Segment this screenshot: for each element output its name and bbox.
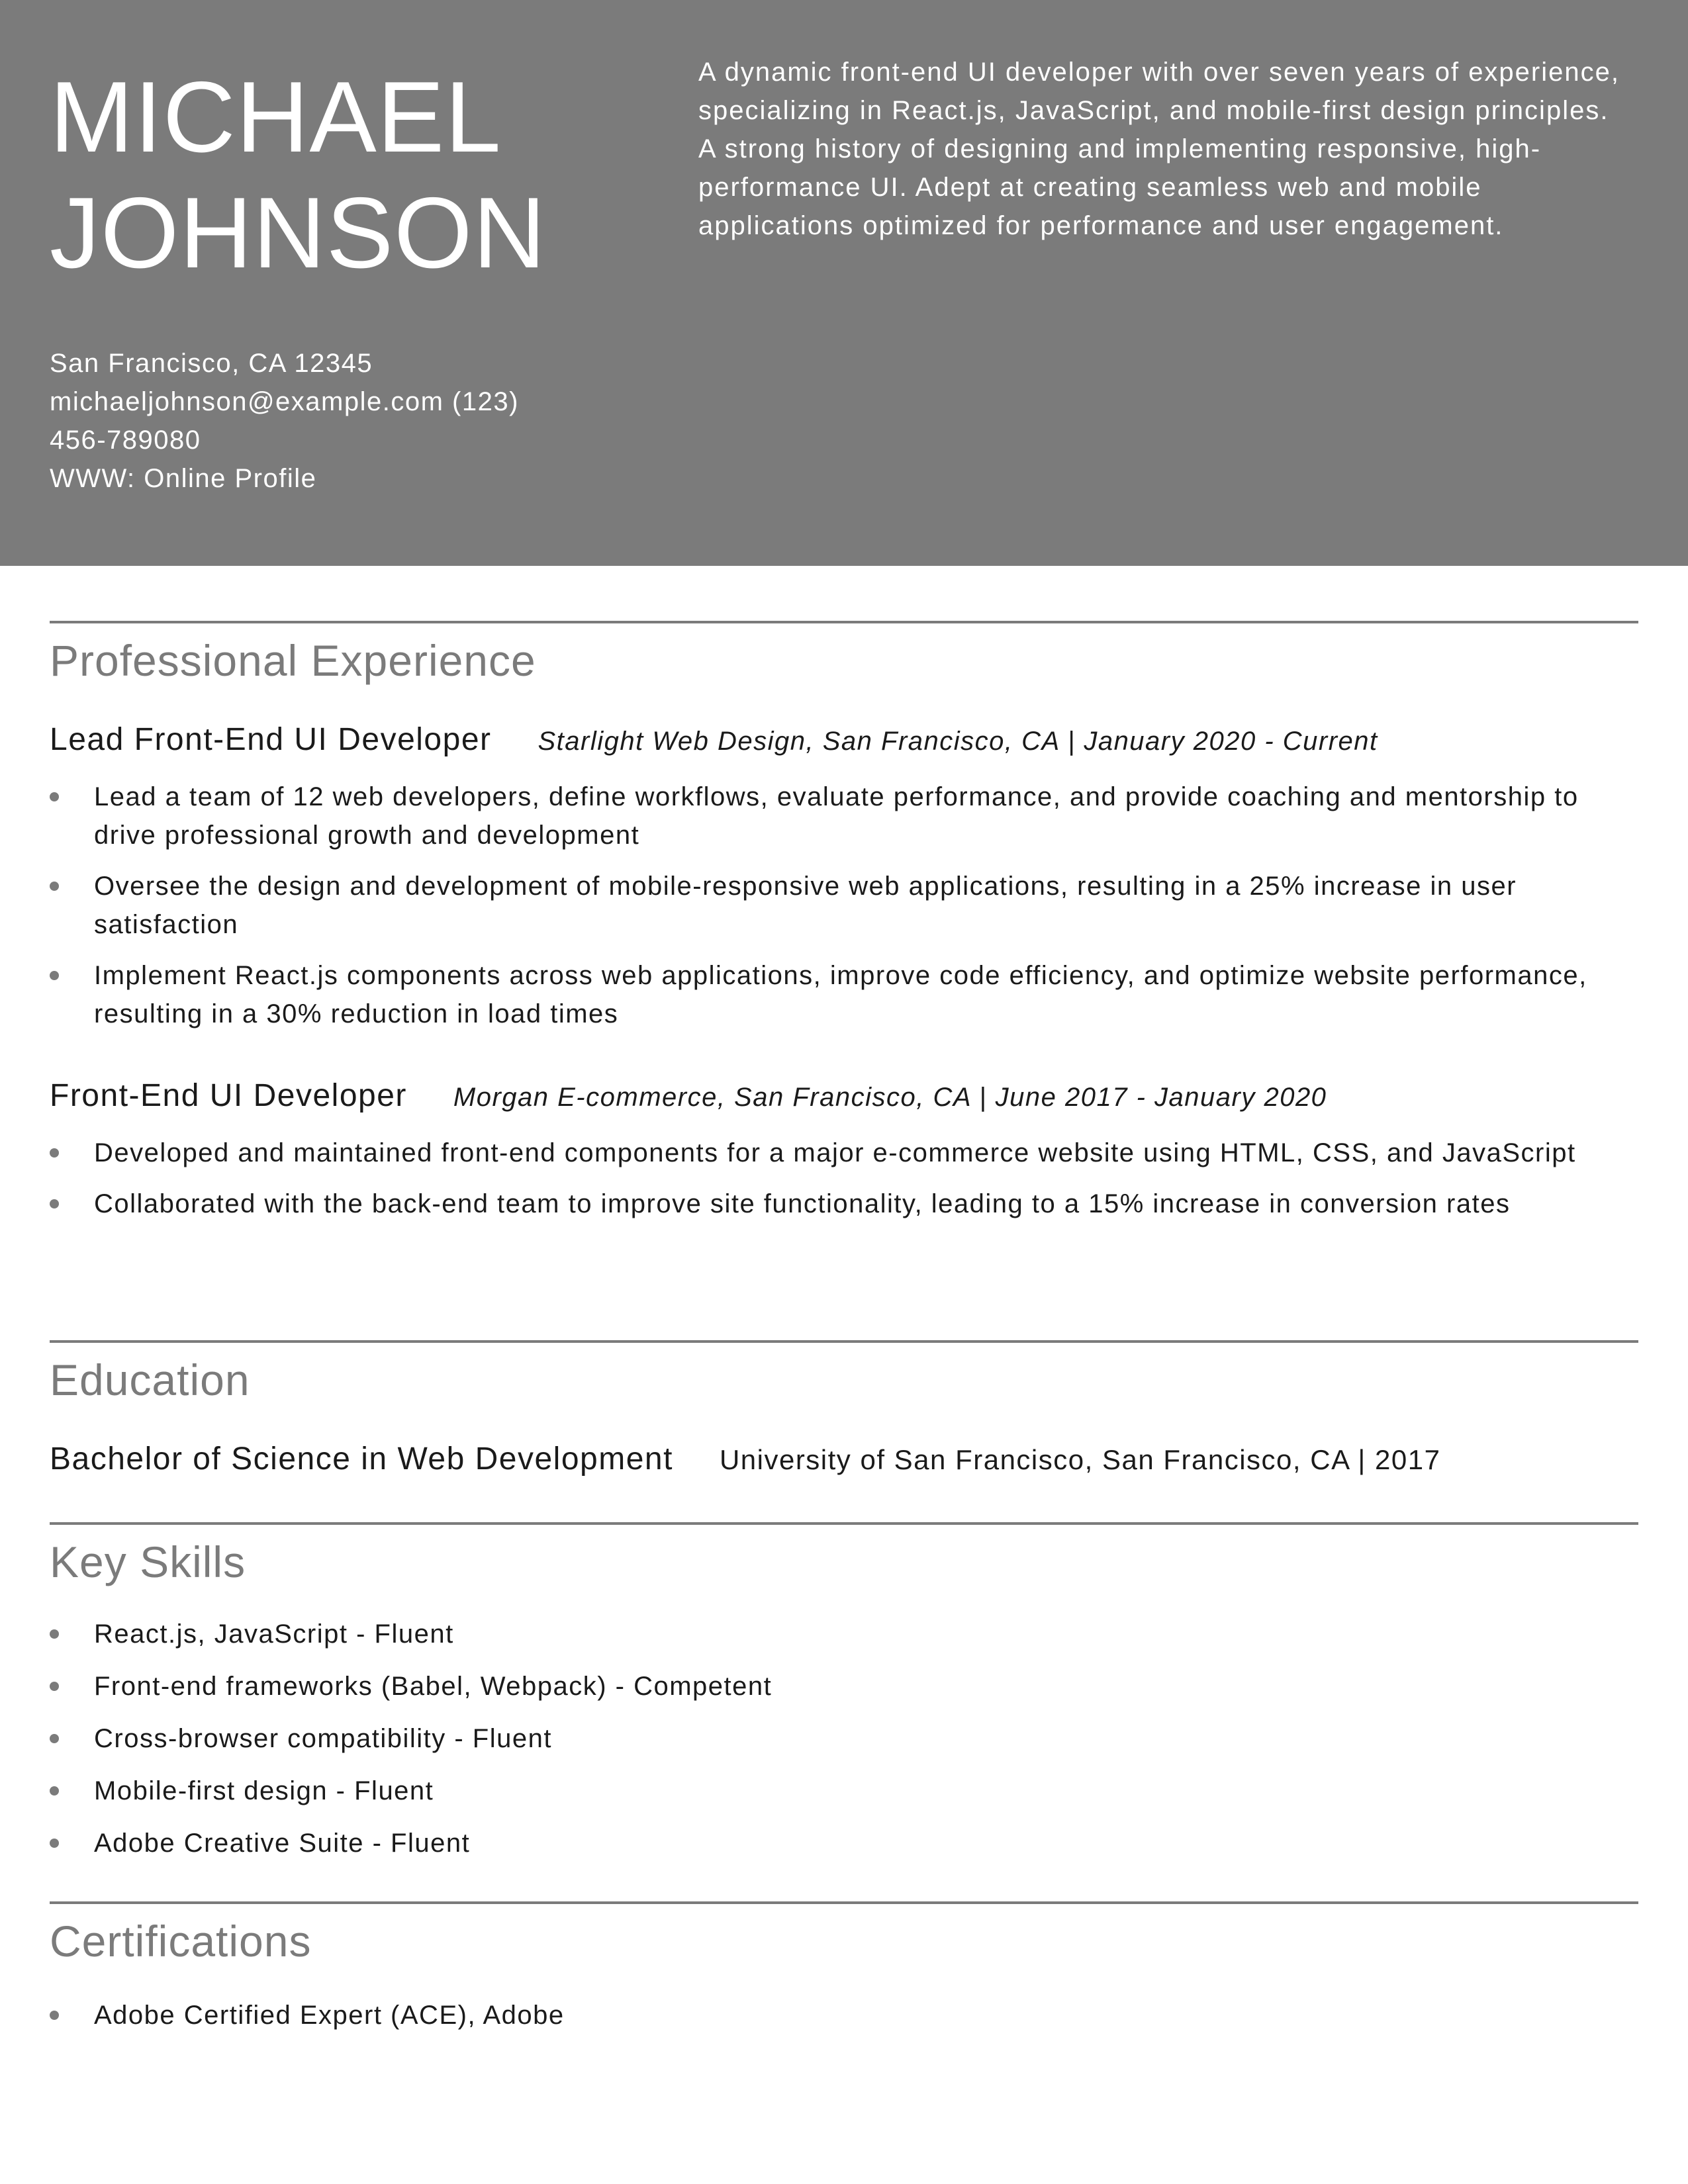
contact-website[interactable]: WWW: Online Profile — [50, 464, 317, 493]
list-item: Oversee the design and development of mobile-responsive web applications, resulting in a 25% increase in user satisfaction — [50, 867, 1638, 944]
contact-location: San Francisco, CA 12345 — [50, 349, 373, 378]
bullet-dot-icon — [50, 2011, 59, 2020]
degree: Bachelor of Science in Web Development — [50, 1441, 673, 1477]
education-entry — [50, 1439, 1440, 1480]
job-meta — [453, 1083, 1327, 1112]
candidate-name — [50, 60, 546, 291]
professional-summary: A dynamic front-end UI developer with over seven years of experience, specializing in React.js, JavaScript, and mobile-first design principles. A strong history of designing and implementing responsive, high-performance UI. Adept at creating seamless web and mobile applications optimized for performance and user engagement. — [698, 58, 1620, 240]
certifications-heading: Certifications — [50, 1917, 312, 1966]
contact-info — [50, 344, 519, 498]
certifications-list — [50, 1996, 1638, 2034]
contact-email[interactable]: michaeljohnson@example.com (123) — [50, 387, 519, 416]
job-location-dates: , San Francisco, CA | June 2017 - January 2020 — [717, 1083, 1327, 1112]
section-divider — [50, 1522, 1638, 1525]
experience-heading: Professional Experience — [50, 636, 536, 685]
skills-list — [50, 1615, 1638, 1876]
bullet-dot-icon — [50, 1682, 59, 1691]
list-item: Front-end frameworks (Babel, Webpack) - Competent — [50, 1667, 1638, 1706]
bullet-dot-icon — [50, 1199, 59, 1208]
job-bullets — [50, 1134, 1638, 1236]
list-item: Adobe Certified Expert (ACE), Adobe — [50, 1996, 1638, 2034]
bullet-dot-icon — [50, 1734, 59, 1743]
list-item: Adobe Creative Suite - Fluent — [50, 1824, 1638, 1862]
job-header — [50, 1076, 1327, 1117]
last-name: JOHNSON — [50, 177, 547, 289]
list-item: Lead a team of 12 web developers, define workflows, evaluate performance, and provide coaching and mentorship to drive professional growth and development — [50, 778, 1638, 854]
job-bullets — [50, 778, 1638, 1046]
school: University of San Francisco, San Francisco, CA | 2017 — [719, 1444, 1441, 1475]
bullet-dot-icon — [50, 1629, 59, 1639]
bullet-dot-icon — [50, 1148, 59, 1158]
job-location-dates: , San Francisco, CA | January 2020 - Current — [806, 727, 1378, 756]
skills-heading: Key Skills — [50, 1537, 246, 1586]
education-heading: Education — [50, 1355, 250, 1404]
list-item: Cross-browser compatibility - Fluent — [50, 1719, 1638, 1758]
section-divider — [50, 1901, 1638, 1904]
list-item: Implement React.js components across web applications, improve code efficiency, and optimize website performance, resulting in a 30% reduction in load times — [50, 956, 1638, 1033]
section-divider — [50, 1340, 1638, 1343]
bullet-dot-icon — [50, 1839, 59, 1848]
job-company: Starlight Web Design — [538, 727, 806, 756]
list-item: Mobile-first design - Fluent — [50, 1772, 1638, 1810]
job-title: Lead Front-End UI Developer — [50, 722, 492, 757]
section-divider — [50, 621, 1638, 623]
bullet-dot-icon — [50, 1786, 59, 1796]
bullet-dot-icon — [50, 792, 59, 801]
header-banner — [0, 0, 1688, 566]
job-header — [50, 720, 1378, 761]
bullet-dot-icon — [50, 882, 59, 891]
bullet-dot-icon — [50, 971, 59, 980]
list-item: React.js, JavaScript - Fluent — [50, 1615, 1638, 1653]
list-item: Developed and maintained front-end components for a major e-commerce website using HTML, CSS, and JavaScript — [50, 1134, 1638, 1172]
job-company: Morgan E-commerce — [453, 1083, 718, 1112]
list-item: Collaborated with the back-end team to improve site functionality, leading to a 15% increase in conversion rates — [50, 1185, 1638, 1223]
job-title: Front-End UI Developer — [50, 1078, 407, 1113]
first-name: MICHAEL — [50, 61, 502, 173]
job-meta — [538, 727, 1378, 756]
contact-phone: 456-789080 — [50, 426, 201, 455]
